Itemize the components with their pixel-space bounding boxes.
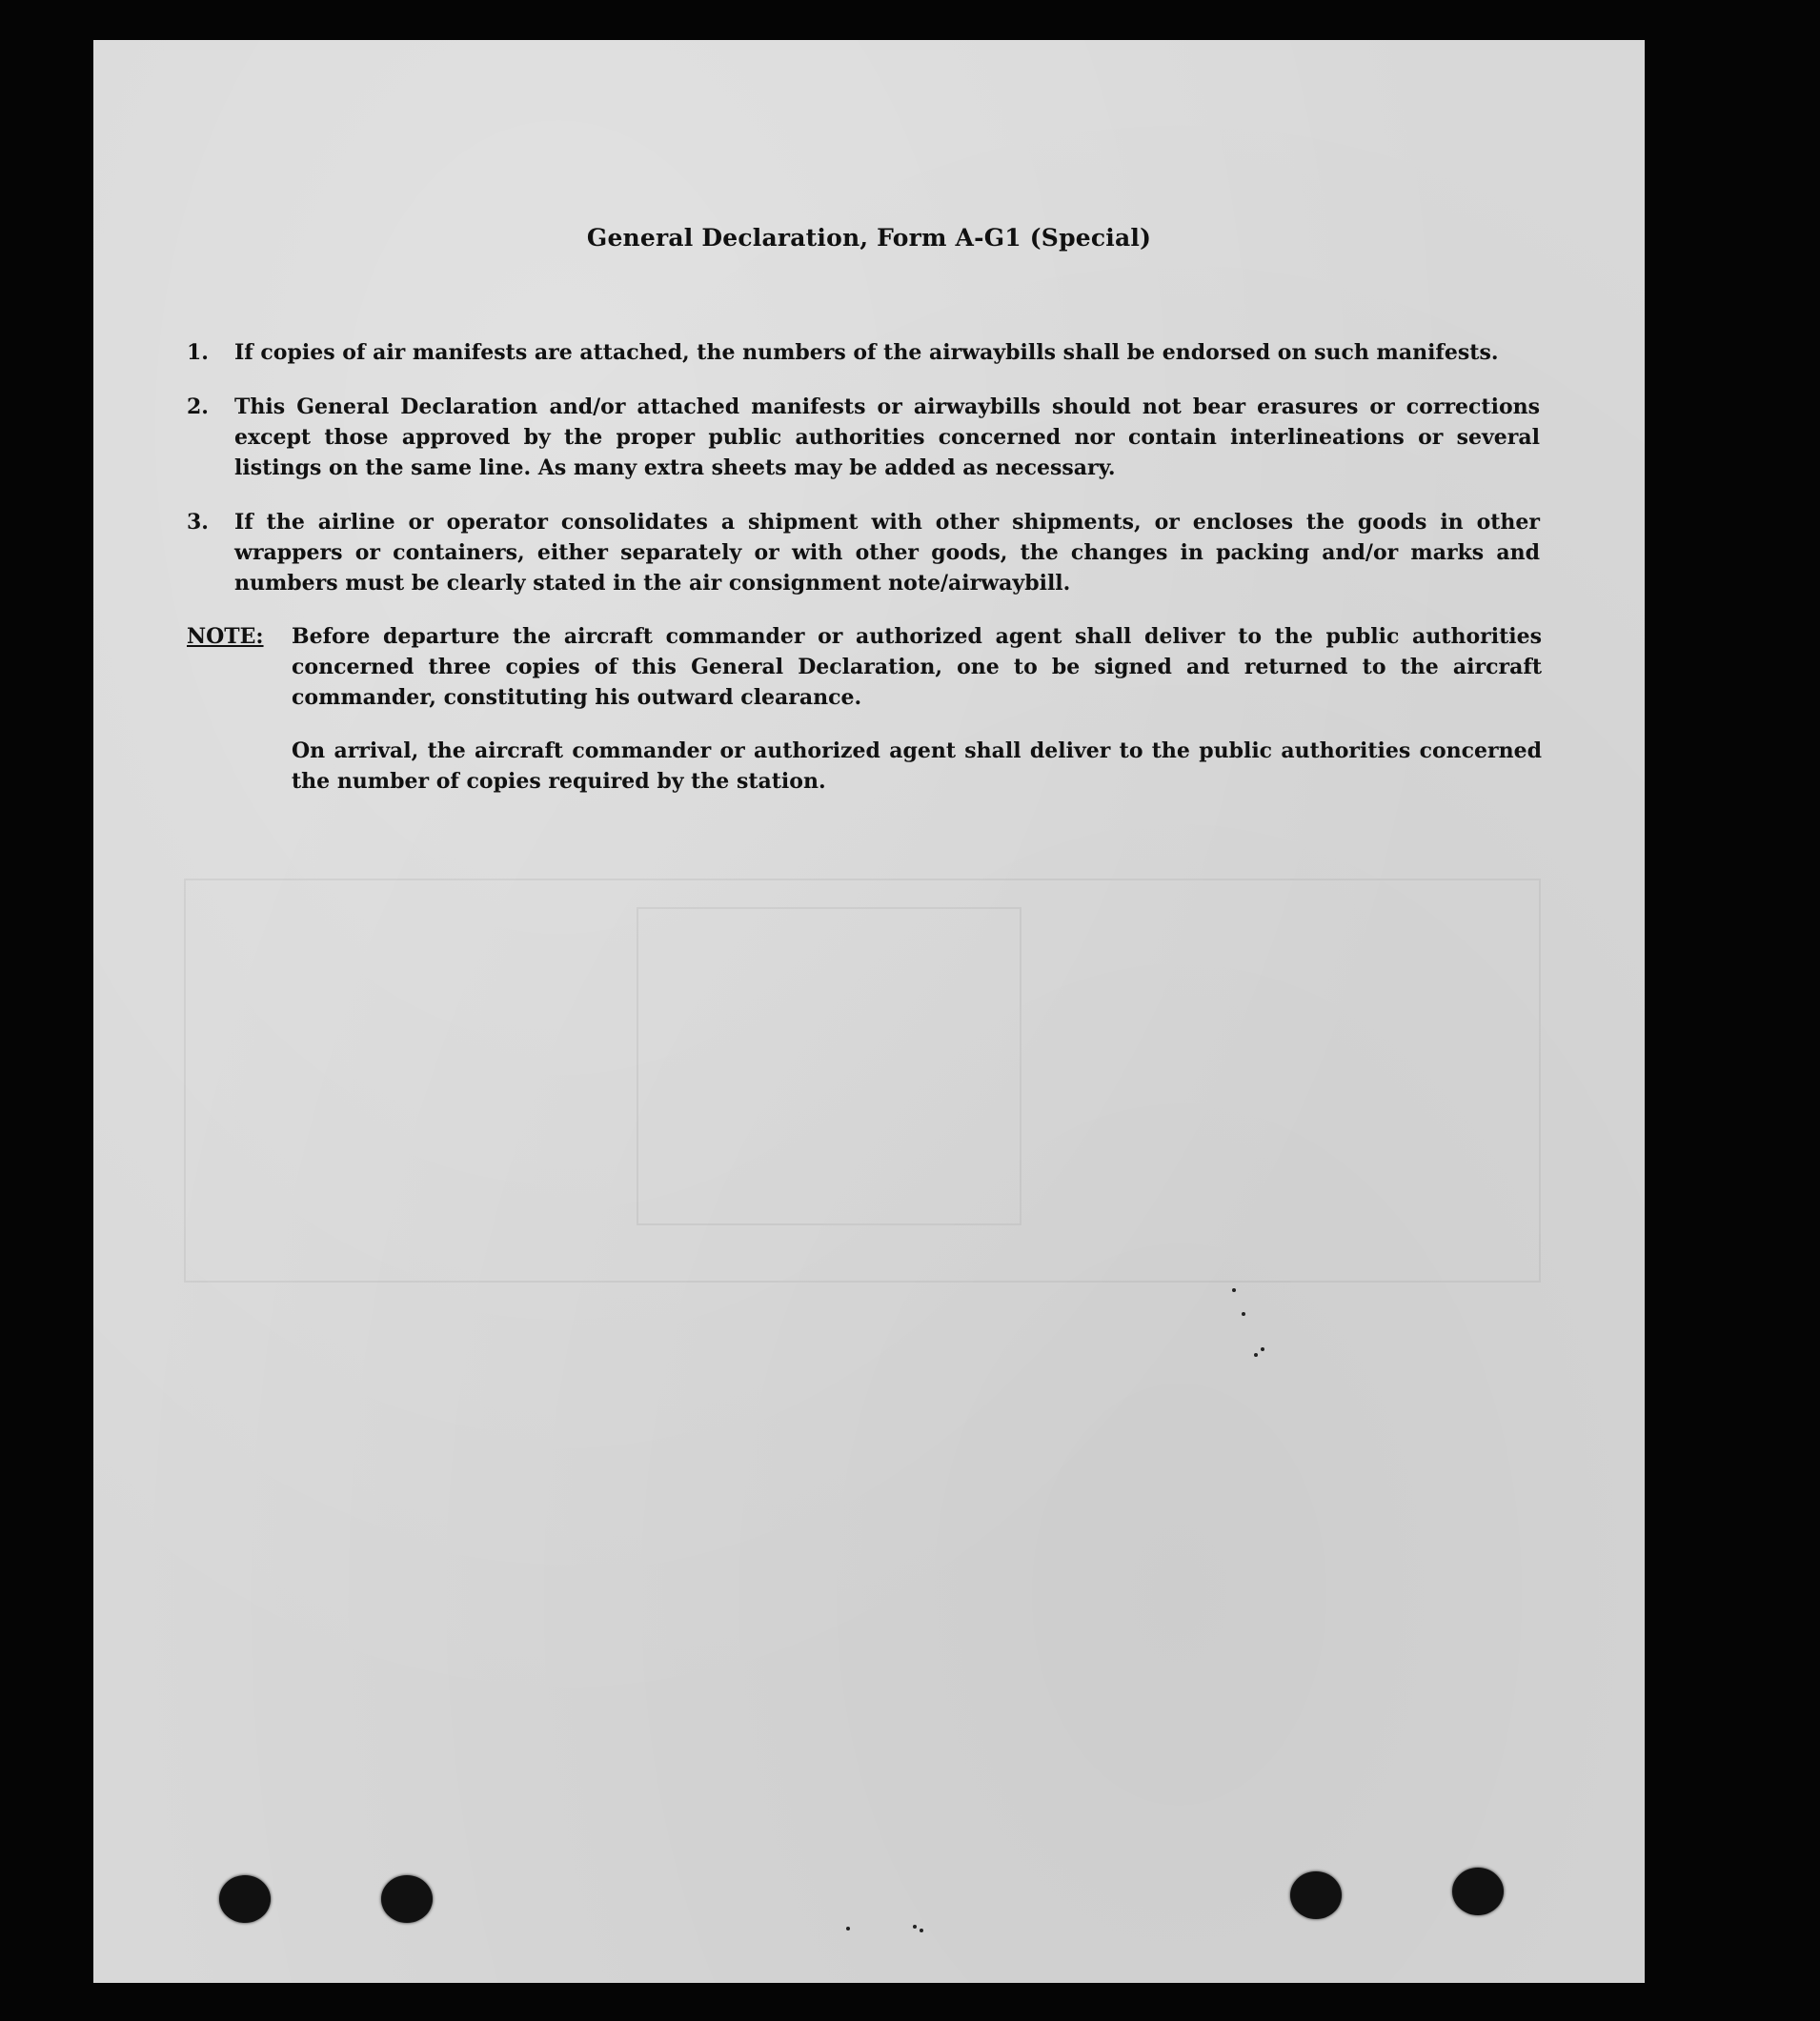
punch-hole-right-inner bbox=[1290, 1871, 1342, 1919]
note-paragraph-1: Before departure the aircraft commander or authorized agent shall deliver to the public authorities concerned three copies of this General Declaration, one to be signed and returned to the aircraft commander, constituting his outward clearance. bbox=[292, 624, 1542, 710]
item-text: If copies of air manifests are attached, the numbers of the airwaybills shall be endorsed on such manifests. bbox=[234, 340, 1499, 365]
instruction-item-1 bbox=[187, 337, 1540, 368]
scan-speck bbox=[913, 1925, 917, 1929]
scan-speck bbox=[1232, 1288, 1236, 1292]
scan-speck bbox=[1242, 1312, 1245, 1316]
scan-speck bbox=[1254, 1353, 1258, 1357]
item-number: 2. bbox=[187, 394, 209, 419]
item-number: 3. bbox=[187, 510, 209, 535]
note-label: NOTE: bbox=[187, 624, 264, 649]
scan-speck bbox=[1261, 1347, 1264, 1351]
note-paragraph-2: On arrival, the aircraft commander or authorized agent shall deliver to the public authorities concerned the number of copies required by the station. bbox=[292, 738, 1542, 794]
scan-speck bbox=[846, 1927, 850, 1930]
show-through-box bbox=[637, 907, 1021, 1225]
instruction-item-2 bbox=[187, 392, 1540, 483]
item-text: This General Declaration and/or attached manifests or airwaybills should not bear erasures or corrections except those approved by the proper public authorities concerned nor contain interlineations or several listings on the same line. As many extra sheets may be added as necessary. bbox=[234, 394, 1540, 480]
scan-speck bbox=[920, 1929, 923, 1932]
punch-hole-right-outer bbox=[1452, 1868, 1504, 1915]
document-title: General Declaration, Form A-G1 (Special) bbox=[586, 224, 1152, 252]
item-number: 1. bbox=[187, 340, 209, 365]
punch-hole-left-outer bbox=[219, 1875, 271, 1923]
document-page bbox=[93, 40, 1645, 1983]
item-text: If the airline or operator consolidates a shipment with other shipments, or encloses the goods in other wrappers or containers, either separately or with other goods, the changes in packing and/or marks and numbers must be clearly stated in the air consignment note/airwaybill. bbox=[234, 510, 1540, 596]
instruction-item-3 bbox=[187, 507, 1540, 598]
punch-hole-left-inner bbox=[381, 1875, 433, 1923]
